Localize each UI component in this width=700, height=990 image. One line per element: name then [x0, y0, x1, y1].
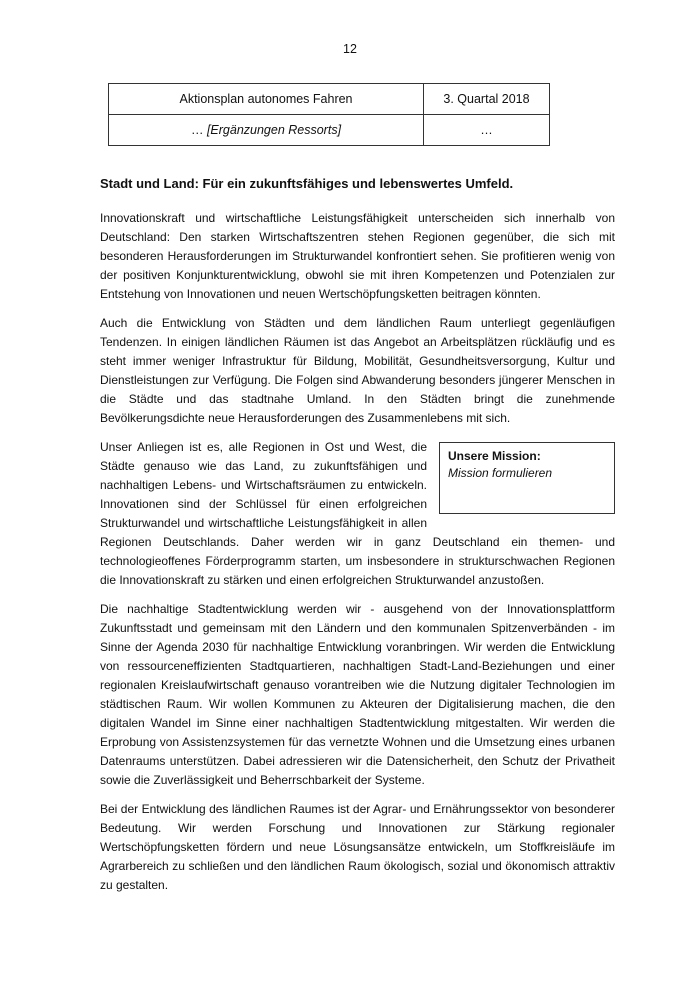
supplement-note: [Ergänzungen Ressorts]: [206, 123, 342, 137]
ellipsis-text: …: [190, 123, 207, 137]
table-row: [109, 84, 550, 115]
paragraph: Innovationskraft und wirtschaftliche Leistungsfähigkeit unterscheiden sich innerhalb von Deutschland: Den starken Wirtschaftszentren stehen Regionen gegenüber, die sich mit besonderen Herausforderungen im Strukturwandel konfrontiert sehen. Sie profitieren wenig von der positiven Konjunkturentwicklung, obwohl sie mit ihren Kompetenzen und Potenzialen zur Entstehung von Innovationen und neuen Wertschöpfungsketten beitragen könnten.: [100, 211, 615, 301]
mission-text: Mission formulieren: [448, 466, 553, 480]
table-cell: 3. Quartal 2018: [424, 84, 550, 115]
paragraph: Auch die Entwicklung von Städten und dem ländlichen Raum unterliegt gegenläufigen Tendenzen. In einigen ländlichen Räumen ist das Angebot an Arbeitsplätzen rückläufig und es steht immer weniger Infrastruktur für Bildung, Mobilität, Gesundheitsversorgung, Kultur und Dienstleistungen zur Verfügung. Die Folgen sind Abwanderung besonders jüngerer Menschen in die Städte und das stadtnahe Umland. In den Städten bringt die zunehmende Bevölkerungsdichte neue Herausforderungen des Zusammenlebens mit sich.: [100, 316, 615, 425]
table-row: [109, 115, 550, 146]
table-cell: Aktionsplan autonomes Fahren: [109, 84, 424, 115]
table-cell: …: [424, 115, 550, 146]
table-cell: [109, 115, 424, 146]
action-plan-table: [108, 83, 550, 146]
mission-title: Unsere Mission:: [448, 449, 541, 463]
section-content: [100, 176, 615, 905]
section-heading: Stadt und Land: Für ein zukunftsfähiges und lebenswertes Umfeld.: [100, 176, 514, 191]
mission-box: [439, 442, 615, 514]
paragraph: Unser Anliegen ist es, alle Regionen in Ost und West, die Städte genauso wie das Land, zu zukunftsfähigen und nachhaltigen Lebens- und Wirtschaftsräumen zu entwickeln. Innovationen sind der Schlüssel für einen erfolgreichen Strukturwandel und wirtschaftliche Leistungsfähigkeit in allen Regionen Deutschlands. Daher werden wir in ganz Deutschland ein themen- und technologieoffenes Förderprogramm starten, um insbesondere in strukturschwachen Regionen die Innovationskraft zu stärken und einen erfolgreichen Strukturwandel anzustoßen.: [100, 440, 615, 587]
page-number: 12: [343, 42, 357, 56]
paragraph: Bei der Entwicklung des ländlichen Raumes ist der Agrar- und Ernährungssektor von besonderer Bedeutung. Wir werden Forschung und Innovationen zur Stärkung regionaler Wertschöpfungsketten fördern und neue Lösungsansätze entwickeln, um Stoffkreisläufe im Agrarbereich zu schließen und den ländlichen Raum ökologisch, sozial und ökonomisch attraktiv zu gestalten.: [100, 802, 615, 892]
paragraph: Die nachhaltige Stadtentwicklung werden wir - ausgehend von der Innovationsplattform Zukunftsstadt und gemeinsam mit den Ländern und den kommunalen Spitzenverbänden - im Sinne der Agenda 2030 für nachhaltige Entwicklung voranbringen. Wir werden die Entwicklung von ressourceneffizienten Stadtquartieren, nachhaltigen Stadt-Land-Beziehungen und einer regionalen Kreislaufwirtschaft genauso vorantreiben wie die Nutzung digitaler Technologien im städtischen Raum. Wir wollen Kommunen zu Akteuren der Digitalisierung machen, die den digitalen Wandel im Sinne einer nachhaltigen Stadtentwicklung mitgestalten. Wir werden die Erprobung von Assistenzsystemen für das vernetzte Wohnen und die Umsetzung eines urbanen Datenraums unterstützen. Dabei adressieren wir die Datensicherheit, den Schutz der Privatheit sowie die Zuverlässigkeit und Beherrschbarkeit der Systeme.: [100, 602, 615, 787]
